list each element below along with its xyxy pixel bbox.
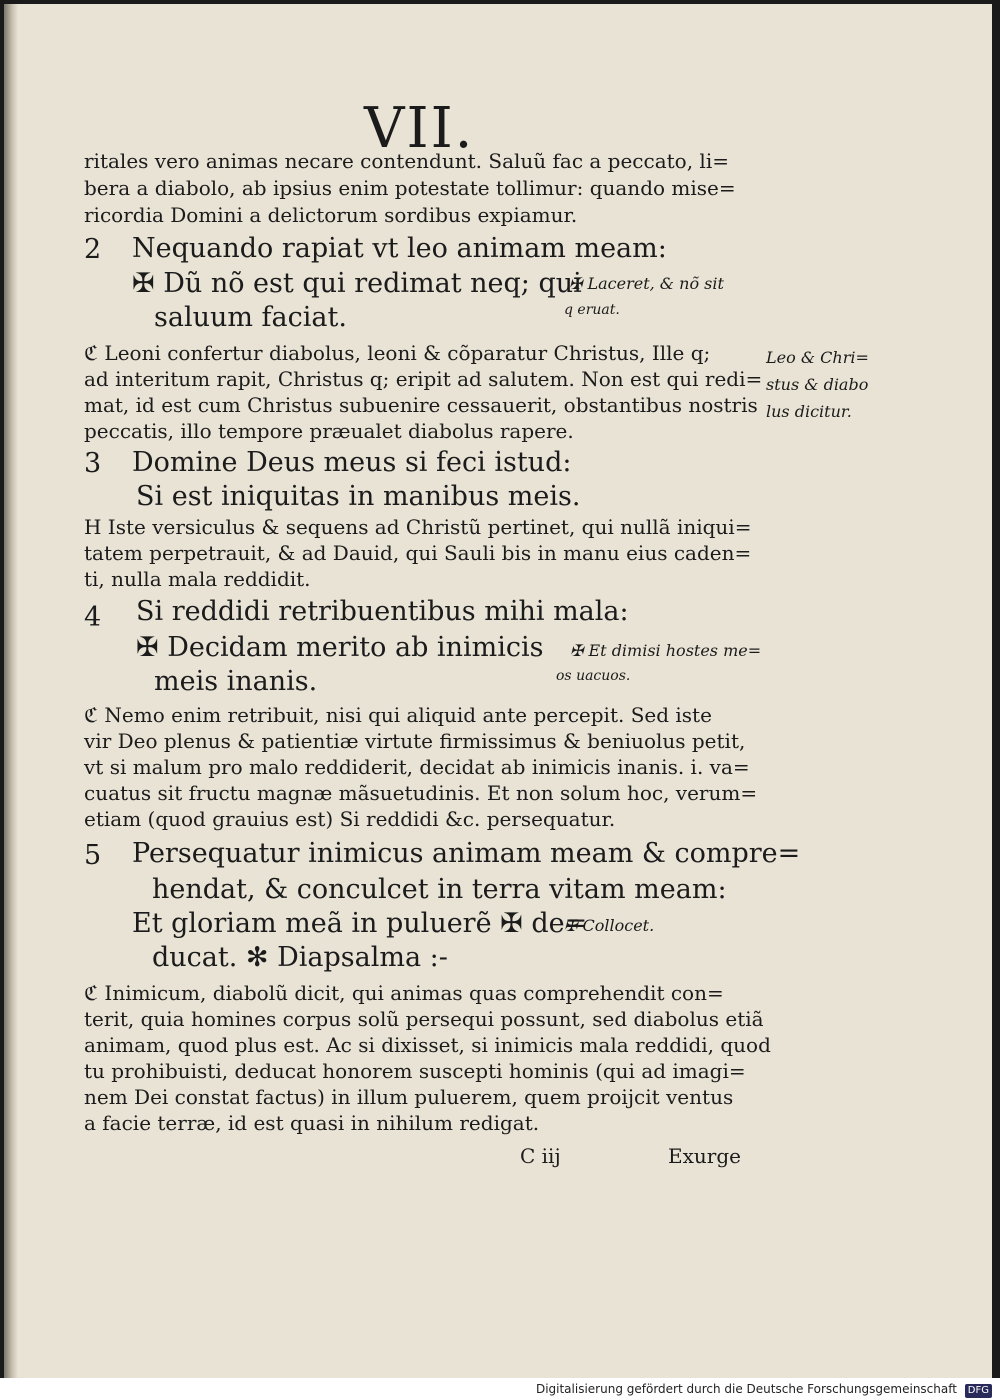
commentary-line: tatem perpetrauit, & ad Dauid, qui Sauli bis in manu eius caden=: [84, 541, 752, 565]
verse-line: hendat, & conculcet in terra vitam meam:: [152, 874, 727, 905]
verse-line: meis inanis.: [154, 666, 318, 697]
commentary-line: animam, quod plus est. Ac si dixisset, si inimicis mala reddidi, quod: [84, 1033, 771, 1057]
commentary-line: ℭ Nemo enim retribuit, nisi qui aliquid ante percepit. Sed iste: [84, 703, 712, 727]
verse-line: ✠ Dũ nõ est qui redimat neq; qui: [132, 268, 582, 299]
commentary-line: etiam (quod grauius est) Si reddidi &c. persequatur.: [84, 807, 616, 831]
dfg-logo: DFG: [965, 1384, 992, 1398]
book-page: [4, 4, 992, 1378]
verse-number: 5: [84, 840, 102, 871]
catchword: Exurge: [668, 1144, 741, 1168]
verse-line: Persequatur inimicus animam meam & compre=: [132, 838, 801, 869]
commentary-line: bera a diabolo, ab ipsius enim potestate tollimur: quando mise=: [84, 176, 736, 200]
margin-note: stus & diabo: [766, 375, 869, 394]
book-spine-shadow: [4, 4, 18, 1378]
commentary-line: H Iste versiculus & sequens ad Christũ pertinet, qui nullã iniqui=: [84, 515, 752, 539]
commentary-line: vir Deo plenus & patientiæ virtute firmissimus & beniuolus petit,: [84, 729, 746, 753]
margin-note: Leo & Chri=: [766, 348, 869, 367]
commentary-line: nem Dei constat factus) in illum puluerem, quem proijcit ventus: [84, 1085, 734, 1109]
signature-mark: C iij: [520, 1144, 561, 1168]
commentary-line: terit, quia homines corpus solũ persequi possunt, sed diabolus etiã: [84, 1007, 764, 1031]
commentary-line: mat, id est cum Christus subuenire cessauerit, obstantibus nostris: [84, 393, 758, 417]
footer-text: Digitalisierung gefördert durch die Deutsche Forschungsgemeinschaft: [535, 1382, 957, 1396]
verse-number: 4: [84, 602, 102, 633]
commentary-line: ritales vero animas necare contendunt. Saluũ fac a peccato, li=: [84, 149, 729, 173]
verse-line: Et gloriam meã in puluerẽ ✠ de=: [132, 908, 588, 939]
verse-line: Nequando rapiat vt leo animam meam:: [132, 233, 667, 264]
commentary-line: vt si malum pro malo reddiderit, decidat ab inimicis inanis. i. va=: [84, 755, 750, 779]
commentary-line: ℭ Leoni confertur diabolus, leoni & cõparatur Christus, Ille q;: [84, 341, 711, 365]
margin-note: ✠ Laceret, & nõ sit: [569, 274, 724, 293]
margin-note: ✠ Collocet.: [564, 916, 655, 935]
verse-number: 2: [84, 234, 102, 265]
page-heading: VII.: [364, 96, 475, 161]
margin-note: ✠ Et dimisi hostes me=: [570, 641, 762, 660]
commentary-line: a facie terræ, id est quasi in nihilum redigat.: [84, 1111, 540, 1135]
margin-note: q eruat.: [564, 302, 620, 318]
commentary-line: ad interitum rapit, Christus q; eripit ad salutem. Non est qui redi=: [84, 367, 763, 391]
commentary-line: ℭ Inimicum, diabolũ dicit, qui animas quas comprehendit con=: [84, 981, 724, 1005]
commentary-line: ti, nulla mala reddidit.: [84, 567, 311, 591]
commentary-line: peccatis, illo tempore præualet diabolus rapere.: [84, 419, 574, 443]
commentary-line: ricordia Domini a delictorum sordibus expiamur.: [84, 203, 578, 227]
verse-line: saluum faciat.: [154, 302, 347, 333]
margin-note: lus dicitur.: [766, 402, 852, 421]
verse-line: Domine Deus meus si feci istud:: [132, 447, 572, 478]
verse-number: 3: [84, 448, 102, 479]
commentary-line: tu prohibuisti, deducat honorem suscepti hominis (qui ad imagi=: [84, 1059, 746, 1083]
digitization-footer: [0, 1378, 1000, 1400]
verse-line: Si est iniquitas in manibus meis.: [136, 481, 581, 512]
verse-line: ducat. ✻ Diapsalma :-: [152, 942, 448, 973]
verse-line: ✠ Decidam merito ab inimicis: [136, 632, 544, 663]
commentary-line: cuatus sit fructu magnæ mãsuetudinis. Et non solum hoc, verum=: [84, 781, 758, 805]
margin-note: os uacuos.: [556, 668, 631, 684]
verse-line: Si reddidi retribuentibus mihi mala:: [136, 596, 629, 627]
